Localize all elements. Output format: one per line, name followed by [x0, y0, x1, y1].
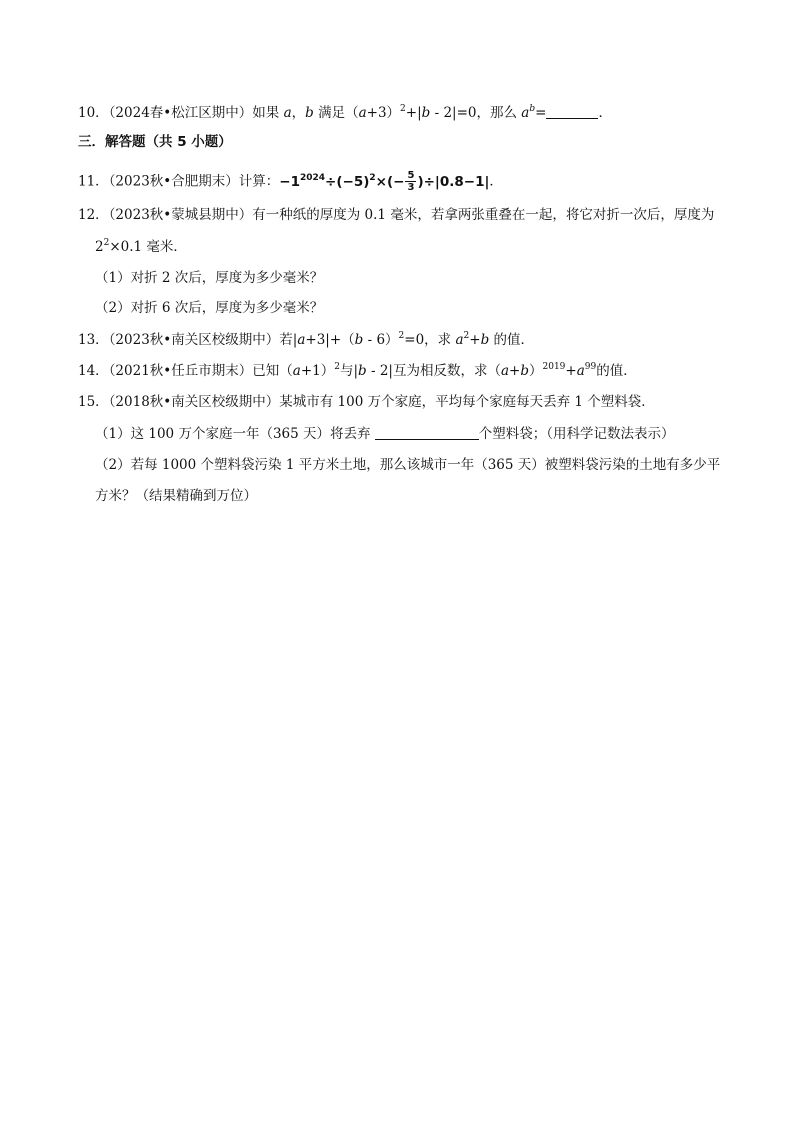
question-source: （2023秋•合肥期末） [108, 173, 239, 190]
section-heading: 三．解答题（共 5 小题） [78, 134, 232, 150]
question-13: 13．（2023秋•南关区校级期中）若|a+3|+（b - 6）$^2$=0，求 $a^2+b$ 的值． [78, 331, 535, 348]
question-number: 14． [78, 363, 109, 379]
fraction: $\frac{5}{3}$ [407, 170, 415, 193]
question-10: 10．（2024春•松江区期中）如果 a，b 满足$(a+3)^2+|b - 2|=0$，那么 $a^b=$ ． [78, 104, 612, 121]
question-number: 13． [78, 332, 109, 348]
question-source: （2023秋•南关区校级期中） [108, 332, 280, 348]
sub-question: （2）对折 6 次后，厚度为多少毫米？ [95, 300, 324, 316]
answer-blank [375, 427, 479, 440]
question-source: （2018秋•南关区校级期中） [108, 394, 280, 410]
question-source: （2023秋•蒙城县期中） [108, 207, 253, 223]
question-14: 14．（2021秋•任丘市期末）已知$(a+1)^2$与|b - 2|互为相反数，求$(a+b)^{2019}+a^{99}$的值． [78, 362, 637, 379]
question-12: 12．（2023秋•蒙城县期中）有一种纸的厚度为 0.1 毫米，若拿两张重叠在一起，将它对折一次后，厚度为 [78, 207, 715, 223]
sub-question-continuation: 方米？（结果精确到万位） [95, 488, 257, 504]
question-number: 12． [78, 207, 109, 223]
question-15: 15．（2018秋•南关区校级期中）某城市有 100 万个家庭，平均每个家庭每天丢弃 1 个塑料袋． [78, 394, 655, 410]
question-number: 11． [78, 173, 109, 190]
question-source: （2024春•松江区期中） [108, 105, 253, 121]
question-number: 15． [78, 394, 109, 410]
math-expression: $-1^{2024}\div(-5)^2\times(-$ $\frac{5}{3}$ )÷|0.8−1| [279, 170, 490, 193]
question-source: （2021秋•任丘市期末） [108, 363, 253, 379]
sub-question: （2）若每 1000 个塑料袋污染 1 平方米土地，那么该城市一年（365 天）被塑料袋污染的土地有多少平 [95, 457, 721, 473]
question-number: 10． [78, 105, 109, 121]
answer-blank [546, 106, 598, 119]
sub-question: （1）这 100 万个家庭一年（365 天）将丢弃 个塑料袋；（用科学记数法表示） [95, 426, 675, 442]
sub-question: （1）对折 2 次后，厚度为多少毫米？ [95, 270, 324, 286]
question-12-continuation: $2^2\times 0.1$ 毫米． [95, 238, 187, 255]
question-11: 11．（2023秋•合肥期末）计算：$-1^{2024}\div(-5)^2\times(-$ $\frac{5}{3}$ )÷|0.8−1|． [78, 170, 503, 193]
